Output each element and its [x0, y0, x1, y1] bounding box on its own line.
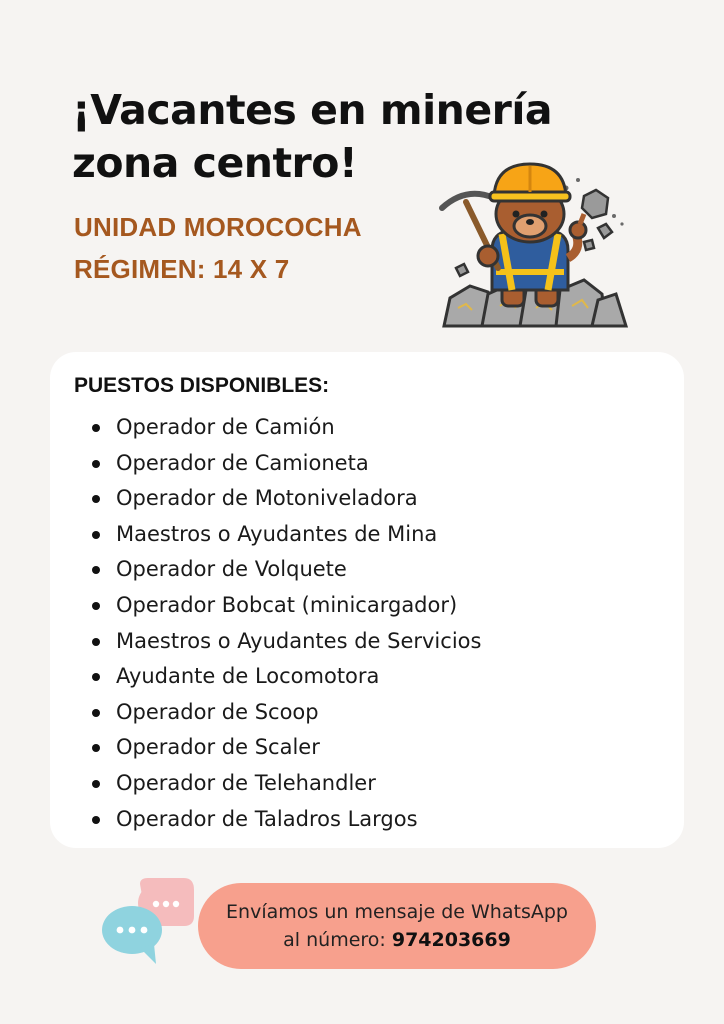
- positions-list: [90, 410, 481, 837]
- list-item-label: Operador de Scaler: [116, 735, 320, 760]
- list-item-label: Operador de Camión: [116, 415, 335, 439]
- list-item: [90, 410, 481, 446]
- contact-line-1: Envíamos un mensaje de WhatsApp: [226, 901, 568, 923]
- list-item-label: Operador Bobcat (minicargador): [116, 592, 458, 617]
- list-item-label: Maestros o Ayudantes de Mina: [116, 521, 438, 546]
- regime-label: RÉGIMEN: 14 X 7: [74, 254, 290, 284]
- bullet-icon: [92, 495, 100, 503]
- list-item: [90, 695, 481, 731]
- list-item: [90, 588, 481, 624]
- list-item-label: Operador de Camioneta: [116, 450, 369, 475]
- list-item: [90, 446, 481, 482]
- bullet-icon: [92, 566, 100, 574]
- bullet-icon: [92, 602, 100, 610]
- title-line-2: zona centro!: [72, 139, 358, 187]
- bullet-icon: [92, 460, 100, 468]
- bullet-icon: [92, 744, 100, 752]
- contact-line-2: [198, 926, 596, 954]
- unit-label: UNIDAD MOROCOCHA: [74, 212, 362, 242]
- bullet-icon: [92, 673, 100, 681]
- bullet-icon: [92, 638, 100, 646]
- list-item: [90, 552, 481, 588]
- list-item: [90, 802, 481, 838]
- list-item: [90, 659, 481, 695]
- whatsapp-contact-pill: [198, 883, 596, 969]
- list-item: [90, 481, 481, 517]
- contact-prefix: al número:: [283, 929, 392, 951]
- list-item-label: Maestros o Ayudantes de Servicios: [116, 628, 482, 653]
- list-item: [90, 766, 481, 802]
- positions-card: [50, 352, 684, 848]
- miner-mascot-icon: [436, 158, 632, 334]
- bullet-icon: [92, 780, 100, 788]
- list-item: [90, 624, 481, 660]
- list-item-label: Operador de Telehandler: [116, 770, 376, 795]
- bullet-icon: [92, 816, 100, 824]
- bullet-icon: [92, 709, 100, 717]
- list-item: [90, 517, 481, 553]
- bullet-icon: [92, 424, 100, 432]
- list-item-label: Ayudante de Locomotora: [116, 664, 380, 689]
- list-item-label: Operador de Scoop: [116, 699, 319, 724]
- positions-heading: PUESTOS DISPONIBLES:: [74, 374, 330, 397]
- list-item-label: Operador de Motoniveladora: [116, 486, 418, 511]
- list-item: [90, 730, 481, 766]
- bullet-icon: [92, 531, 100, 539]
- list-item-label: Operador de Volquete: [116, 557, 347, 582]
- title-line-1: ¡Vacantes en minería: [72, 86, 553, 134]
- chat-bubbles-icon: [100, 878, 200, 970]
- phone-number: 974203669: [391, 929, 511, 951]
- list-item-label: Operador de Taladros Largos: [116, 806, 418, 831]
